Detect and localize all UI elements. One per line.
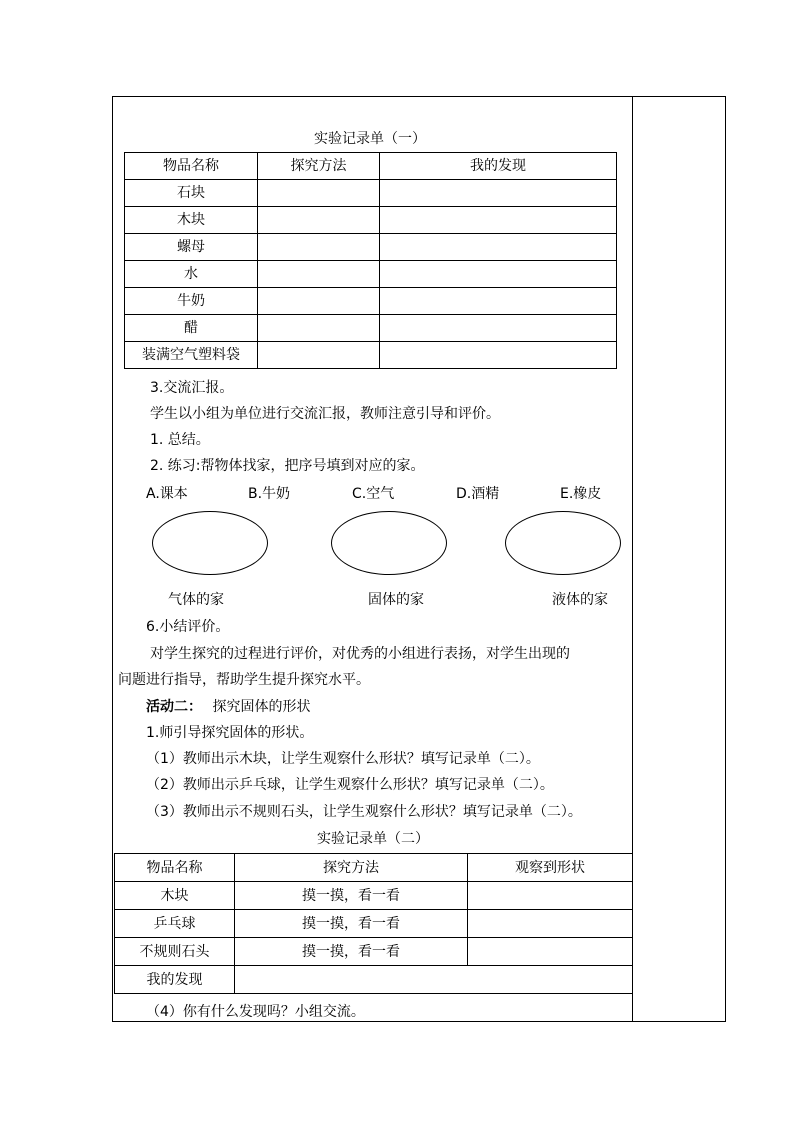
finding-cell[interactable] (380, 315, 617, 342)
finding-cell[interactable] (380, 261, 617, 288)
record2-table (114, 853, 633, 994)
table-row (125, 180, 617, 207)
item-name: 不规则石头 (115, 938, 235, 966)
option-c: C.空气 (352, 486, 395, 502)
shape-cell[interactable] (468, 882, 633, 910)
method-cell: 摸一摸，看一看 (235, 938, 468, 966)
item-name: 木块 (115, 882, 235, 910)
header-finding: 我的发现 (380, 153, 617, 180)
table-row (115, 938, 633, 966)
step-2: （2）教师出示乒乓球，让学生观察什么形状？填写记录单（二）。 (146, 777, 554, 793)
table-header-row (115, 854, 633, 882)
item-name: 醋 (125, 315, 258, 342)
solid-home-oval[interactable] (331, 511, 447, 575)
table-row (125, 315, 617, 342)
item-name: 水 (125, 261, 258, 288)
report-description: 学生以小组为单位进行交流汇报，教师注意引导和评价。 (150, 406, 500, 422)
header-item-name: 物品名称 (125, 153, 258, 180)
step-1: （1）教师出示木块，让学生观察什么形状？填写记录单（二）。 (146, 751, 540, 767)
finding-cell[interactable] (380, 207, 617, 234)
item-name: 乒乓球 (115, 910, 235, 938)
method-cell[interactable] (258, 180, 380, 207)
table-row (125, 261, 617, 288)
finding-label: 我的发现 (115, 966, 235, 994)
table-row (115, 882, 633, 910)
item-name: 牛奶 (125, 288, 258, 315)
option-e: E.橡皮 (560, 486, 602, 502)
liquid-home-oval[interactable] (505, 511, 621, 575)
method-cell[interactable] (258, 288, 380, 315)
header-item-name: 物品名称 (115, 854, 235, 882)
finding-row (115, 966, 633, 994)
eval-heading: 6.小结评价。 (146, 619, 230, 635)
method-cell[interactable] (258, 207, 380, 234)
option-b: B.牛奶 (248, 486, 291, 502)
finding-cell[interactable] (380, 234, 617, 261)
header-shape: 观察到形状 (468, 854, 633, 882)
record2-title: 实验记录单（二） (317, 831, 429, 847)
table-header-row (125, 153, 617, 180)
activity2-heading (146, 697, 310, 717)
eval-description-line2: 问题进行指导，帮助学生提升探究水平。 (118, 672, 370, 688)
shape-cell[interactable] (468, 938, 633, 966)
option-d: D.酒精 (456, 486, 500, 502)
item-name: 木块 (125, 207, 258, 234)
activity2-label: 活动二： (146, 699, 202, 715)
guide-heading: 1.师引导探究固体的形状。 (146, 725, 314, 741)
method-cell[interactable] (258, 342, 380, 369)
header-method: 探究方法 (235, 854, 468, 882)
method-cell: 摸一摸，看一看 (235, 882, 468, 910)
header-method: 探究方法 (258, 153, 380, 180)
activity2-title: 探究固体的形状 (212, 699, 311, 715)
method-cell: 摸一摸，看一看 (235, 910, 468, 938)
record1-table (124, 152, 617, 369)
method-cell[interactable] (258, 315, 380, 342)
finding-cell[interactable] (380, 288, 617, 315)
final-step: （4）你有什么发现吗？小组交流。 (146, 1004, 365, 1020)
option-a: A.课本 (146, 486, 188, 502)
summary-heading: 1. 总结。 (150, 432, 210, 448)
table-row (115, 910, 633, 938)
gas-home-oval[interactable] (152, 511, 268, 575)
item-name: 装满空气塑料袋 (125, 342, 258, 369)
report-heading: 3.交流汇报。 (150, 380, 234, 396)
item-name: 螺母 (125, 234, 258, 261)
shape-cell[interactable] (468, 910, 633, 938)
step-3: （3）教师出示不规则石头，让学生观察什么形状？填写记录单（二）。 (146, 804, 582, 820)
gas-home-label: 气体的家 (168, 592, 224, 608)
liquid-home-label: 液体的家 (552, 592, 608, 608)
eval-description-line1: 对学生探究的过程进行评价，对优秀的小组进行表扬，对学生出现的 (150, 646, 570, 662)
table-row (125, 342, 617, 369)
solid-home-label: 固体的家 (368, 592, 424, 608)
finding-cell[interactable] (235, 966, 633, 994)
item-name: 石块 (125, 180, 258, 207)
practice-instruction: 2. 练习:帮物体找家，把序号填到对应的家。 (150, 458, 425, 474)
table-row (125, 288, 617, 315)
method-cell[interactable] (258, 234, 380, 261)
finding-cell[interactable] (380, 342, 617, 369)
finding-cell[interactable] (380, 180, 617, 207)
record1-title: 实验记录单（一） (314, 131, 426, 147)
method-cell[interactable] (258, 261, 380, 288)
table-row (125, 234, 617, 261)
table-row (125, 207, 617, 234)
